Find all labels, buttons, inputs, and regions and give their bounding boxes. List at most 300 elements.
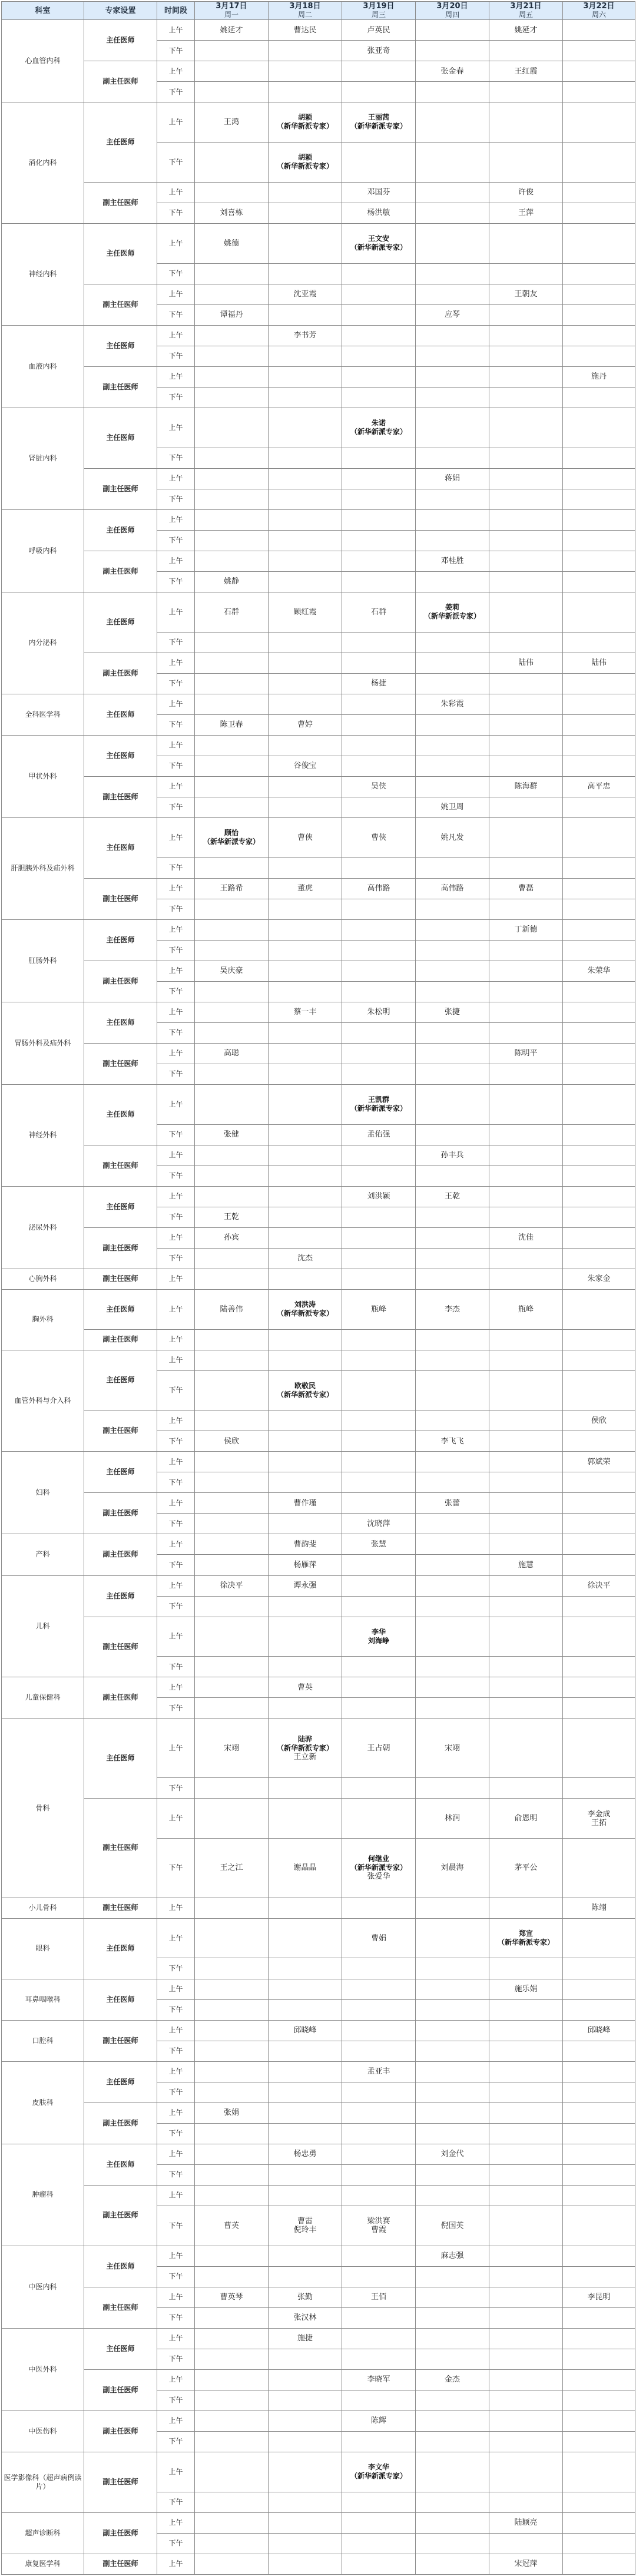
- schedule-cell: [416, 2102, 489, 2123]
- schedule-cell: [342, 961, 416, 981]
- time-period: 上午: [157, 592, 195, 632]
- schedule-cell: [342, 325, 416, 346]
- schedule-cell: [342, 940, 416, 961]
- time-period: 下午: [157, 1999, 195, 2020]
- schedule-cell: [489, 1677, 563, 1698]
- schedule-cell: [269, 61, 342, 82]
- doctor-name: 张慧: [370, 1539, 386, 1549]
- schedule-cell: [269, 1677, 342, 1698]
- schedule-cell: [489, 468, 563, 489]
- time-period: 下午: [157, 2041, 195, 2061]
- schedule-cell: [195, 1166, 269, 1186]
- schedule-cell: [489, 776, 563, 797]
- schedule-cell: [195, 20, 269, 41]
- schedule-cell: [416, 1472, 489, 1493]
- time-period: 上午: [157, 2061, 195, 2082]
- schedule-cell: [563, 797, 635, 817]
- schedule-cell: [563, 857, 635, 878]
- time-period: 下午: [157, 2206, 195, 2246]
- schedule-cell: [195, 1958, 269, 1979]
- schedule-cell: [416, 2020, 489, 2041]
- schedule-cell: [342, 468, 416, 489]
- schedule-cell: [489, 1186, 563, 1207]
- schedule-cell: [563, 1350, 635, 1370]
- schedule-cell: [342, 2328, 416, 2349]
- doctor-name: 茅平公: [514, 1863, 538, 1873]
- expert-level: 副主任医师: [84, 2287, 157, 2328]
- expert-tag: （新华新派专家）: [350, 1863, 407, 1872]
- schedule-cell: [195, 1064, 269, 1084]
- time-period: 上午: [157, 1575, 195, 1596]
- schedule-cell: [416, 1838, 489, 1898]
- doctor-name: 张勤: [297, 2293, 313, 2302]
- time-period: 上午: [157, 1084, 195, 1124]
- schedule-cell: [195, 2369, 269, 2390]
- schedule-cell: [563, 2246, 635, 2266]
- schedule-cell: [269, 2452, 342, 2492]
- schedule-cell: [269, 1186, 342, 1207]
- schedule-cell: [342, 2411, 416, 2431]
- schedule-cell: [269, 592, 342, 632]
- schedule-cell: [416, 1898, 489, 1918]
- expert-level: 副主任医师: [84, 2020, 157, 2061]
- expert-level: 主任医师: [84, 509, 157, 551]
- schedule-cell: [342, 304, 416, 325]
- schedule-cell: [416, 571, 489, 592]
- schedule-cell: [489, 325, 563, 346]
- schedule-cell: [489, 530, 563, 551]
- time-period: 上午: [157, 2411, 195, 2431]
- time-period: 上午: [157, 919, 195, 940]
- header-weekday: 周二: [297, 11, 312, 19]
- header-weekday: 周三: [371, 11, 386, 19]
- schedule-cell: [489, 1043, 563, 1064]
- schedule-cell: [489, 1698, 563, 1719]
- time-period: 上午: [157, 2246, 195, 2266]
- expert-level: 副主任医师: [84, 776, 157, 817]
- schedule-cell: [489, 20, 563, 41]
- schedule-cell: [563, 387, 635, 408]
- doctor-name: 施乐娟: [514, 1985, 538, 1994]
- schedule-cell: [563, 346, 635, 366]
- schedule-cell: [342, 2266, 416, 2287]
- header-weekday: 周四: [445, 11, 459, 19]
- time-period: 上午: [157, 1534, 195, 1555]
- schedule-cell: [269, 1145, 342, 1166]
- time-period: 上午: [157, 1350, 195, 1370]
- schedule-cell: [195, 1043, 269, 1064]
- doctor-name: 曹婷: [297, 720, 313, 730]
- doctor-name: 朱松明: [367, 1008, 390, 1017]
- schedule-cell: [489, 673, 563, 694]
- schedule-cell: [489, 1207, 563, 1227]
- schedule-row: [2, 61, 635, 82]
- time-period: 下午: [157, 142, 195, 182]
- schedule-cell: [563, 304, 635, 325]
- schedule-cell: [269, 899, 342, 919]
- schedule-cell: [489, 82, 563, 102]
- doctor-name: 侯欣: [591, 1416, 607, 1425]
- expert-level: 副主任医师: [84, 468, 157, 509]
- schedule-cell: [269, 1657, 342, 1677]
- schedule-cell: [563, 2206, 635, 2246]
- doctor-name: 王乾: [223, 1213, 239, 1222]
- schedule-cell: [489, 284, 563, 304]
- time-period: 上午: [157, 366, 195, 387]
- doctor-name: 陈翊: [591, 1903, 607, 1913]
- time-period: 上午: [157, 2185, 195, 2206]
- doctor-name: 梁洪赛: [367, 2217, 390, 2226]
- schedule-cell: [195, 1534, 269, 1555]
- schedule-cell: [342, 182, 416, 203]
- schedule-cell: [342, 61, 416, 82]
- department-name: 中医内科: [2, 2246, 84, 2328]
- schedule-cell: [489, 2266, 563, 2287]
- doctor-name: 施慧: [518, 1560, 534, 1570]
- department-name: 产科: [2, 1534, 84, 1575]
- time-period: 上午: [157, 61, 195, 82]
- schedule-cell: [416, 2554, 489, 2574]
- department-name: 康复医学科: [2, 2554, 84, 2574]
- schedule-cell: [269, 448, 342, 468]
- schedule-cell: [489, 1958, 563, 1979]
- schedule-cell: [416, 1719, 489, 1778]
- expert-tag: （新华新派专家）: [276, 1390, 333, 1399]
- schedule-cell: [342, 1350, 416, 1370]
- schedule-cell: [195, 530, 269, 551]
- doctor-name: 陆骅: [297, 1734, 312, 1743]
- department-name: 医学影像科（超声病例读片）: [2, 2452, 84, 2512]
- schedule-cell: [563, 509, 635, 530]
- schedule-cell: [416, 592, 489, 632]
- schedule-cell: [342, 797, 416, 817]
- time-period: 上午: [157, 878, 195, 899]
- time-period: 上午: [157, 182, 195, 203]
- schedule-cell: [195, 468, 269, 489]
- schedule-cell: [489, 2246, 563, 2266]
- schedule-row: [2, 2512, 635, 2533]
- time-period: 上午: [157, 694, 195, 714]
- time-period: 下午: [157, 346, 195, 366]
- schedule-cell: [269, 1289, 342, 1329]
- schedule-cell: [342, 1084, 416, 1124]
- schedule-cell: [489, 1410, 563, 1431]
- schedule-cell: [342, 2554, 416, 2574]
- doctor-name: 谭福丹: [220, 310, 243, 320]
- schedule-cell: [489, 1999, 563, 2020]
- doctor-name: 王乾: [444, 1192, 460, 1201]
- time-period: 上午: [157, 1493, 195, 1514]
- schedule-cell: [416, 981, 489, 1002]
- schedule-cell: [563, 102, 635, 143]
- schedule-row: [2, 1534, 635, 1555]
- schedule-cell: [416, 2369, 489, 2390]
- schedule-cell: [342, 20, 416, 41]
- time-period: 上午: [157, 509, 195, 530]
- schedule-cell: [195, 899, 269, 919]
- schedule-cell: [563, 2287, 635, 2307]
- schedule-table: [1, 1, 635, 2575]
- schedule-cell: [342, 1999, 416, 2020]
- doctor-name: 刘海峥: [367, 1636, 389, 1645]
- schedule-cell: [195, 1514, 269, 1534]
- schedule-cell: [342, 1514, 416, 1534]
- schedule-cell: [416, 82, 489, 102]
- schedule-row: [2, 1493, 635, 1514]
- expert-level: 副主任医师: [84, 1534, 157, 1575]
- schedule-cell: [563, 2492, 635, 2512]
- schedule-cell: [195, 1698, 269, 1719]
- doctor-name: 蒋娟: [444, 474, 460, 484]
- schedule-cell: [563, 1269, 635, 1289]
- time-period: 下午: [157, 1022, 195, 1043]
- schedule-cell: [269, 1493, 342, 1514]
- time-period: 下午: [157, 530, 195, 551]
- schedule-cell: [563, 1289, 635, 1329]
- header-row: [2, 2, 635, 20]
- doctor-name: 谷俊宝: [293, 761, 317, 771]
- schedule-cell: [489, 1166, 563, 1186]
- expert-level: 主任医师: [84, 817, 157, 878]
- time-period: 下午: [157, 2266, 195, 2287]
- header-day: [269, 2, 342, 20]
- schedule-cell: [195, 756, 269, 776]
- schedule-cell: [489, 592, 563, 632]
- schedule-cell: [269, 2328, 342, 2349]
- header-date: 3月22日: [583, 2, 615, 11]
- schedule-cell: [195, 284, 269, 304]
- schedule-cell: [563, 1555, 635, 1575]
- schedule-cell: [269, 325, 342, 346]
- time-period: 下午: [157, 1657, 195, 1677]
- schedule-cell: [342, 1431, 416, 1452]
- schedule-cell: [342, 1575, 416, 1596]
- time-period: 上午: [157, 223, 195, 263]
- schedule-cell: [416, 899, 489, 919]
- schedule-row: [2, 2144, 635, 2164]
- schedule-cell: [269, 2431, 342, 2452]
- schedule-cell: [342, 1898, 416, 1918]
- schedule-cell: [342, 263, 416, 284]
- schedule-cell: [563, 1698, 635, 1719]
- schedule-cell: [269, 304, 342, 325]
- schedule-cell: [342, 2246, 416, 2266]
- schedule-cell: [416, 1350, 489, 1370]
- time-period: 下午: [157, 981, 195, 1002]
- schedule-cell: [489, 1799, 563, 1839]
- time-period: 上午: [157, 1186, 195, 1207]
- schedule-cell: [416, 2287, 489, 2307]
- schedule-cell: [269, 1431, 342, 1452]
- schedule-cell: [195, 2123, 269, 2144]
- schedule-cell: [489, 1979, 563, 1999]
- schedule-row: [2, 1452, 635, 1472]
- schedule-cell: [416, 1248, 489, 1269]
- schedule-cell: [416, 1958, 489, 1979]
- schedule-cell: [489, 1838, 563, 1898]
- schedule-cell: [195, 1269, 269, 1289]
- schedule-cell: [489, 142, 563, 182]
- doctor-name: 欧敬民: [294, 1381, 316, 1390]
- schedule-cell: [416, 1064, 489, 1084]
- schedule-cell: [489, 2082, 563, 2102]
- schedule-cell: [195, 1677, 269, 1698]
- schedule-cell: [342, 2102, 416, 2123]
- schedule-cell: [563, 1329, 635, 1350]
- schedule-cell: [416, 1410, 489, 1431]
- time-period: 上午: [157, 2102, 195, 2123]
- schedule-cell: [342, 632, 416, 653]
- schedule-cell: [416, 325, 489, 346]
- schedule-cell: [416, 1370, 489, 1410]
- schedule-cell: [489, 1145, 563, 1166]
- department-name: 呼吸内科: [2, 509, 84, 592]
- schedule-cell: [489, 489, 563, 509]
- schedule-cell: [269, 632, 342, 653]
- schedule-cell: [416, 2123, 489, 2144]
- schedule-row: [2, 1227, 635, 1248]
- schedule-cell: [563, 1979, 635, 1999]
- schedule-cell: [416, 223, 489, 263]
- doctor-name: 杨洪敏: [367, 208, 390, 218]
- schedule-cell: [342, 1186, 416, 1207]
- schedule-cell: [342, 1838, 416, 1898]
- schedule-cell: [489, 940, 563, 961]
- schedule-cell: [269, 551, 342, 571]
- schedule-cell: [416, 1124, 489, 1145]
- schedule-cell: [342, 899, 416, 919]
- schedule-cell: [489, 2533, 563, 2554]
- doctor-name: 王佰: [370, 2293, 386, 2302]
- schedule-cell: [269, 919, 342, 940]
- doctor-name: 张蕾: [444, 1498, 460, 1508]
- schedule-cell: [195, 1207, 269, 1227]
- schedule-cell: [342, 1534, 416, 1555]
- schedule-cell: [269, 735, 342, 756]
- schedule-cell: [269, 2554, 342, 2574]
- schedule-cell: [269, 673, 342, 694]
- schedule-cell: [269, 2369, 342, 2390]
- schedule-cell: [342, 2452, 416, 2492]
- schedule-cell: [416, 1657, 489, 1677]
- header-date: 3月17日: [216, 2, 247, 11]
- time-period: 下午: [157, 1064, 195, 1084]
- schedule-cell: [563, 714, 635, 735]
- schedule-cell: [342, 509, 416, 530]
- schedule-cell: [342, 82, 416, 102]
- schedule-row: [2, 878, 635, 899]
- time-period: 下午: [157, 899, 195, 919]
- schedule-cell: [416, 2246, 489, 2266]
- time-period: 下午: [157, 82, 195, 102]
- doctor-name: 金杰: [444, 2375, 460, 2385]
- time-period: 下午: [157, 1555, 195, 1575]
- schedule-cell: [342, 346, 416, 366]
- schedule-cell: [269, 1999, 342, 2020]
- expert-level: 副主任医师: [84, 366, 157, 408]
- schedule-cell: [269, 142, 342, 182]
- schedule-cell: [563, 878, 635, 899]
- schedule-cell: [563, 1124, 635, 1145]
- schedule-cell: [416, 2533, 489, 2554]
- schedule-cell: [489, 878, 563, 899]
- schedule-cell: [563, 1227, 635, 1248]
- doctor-name: 朱荣华: [587, 966, 611, 976]
- doctor-name: 蔡一丰: [293, 1008, 317, 1017]
- doctor-name: 曹达民: [293, 25, 317, 35]
- schedule-cell: [195, 489, 269, 509]
- schedule-cell: [563, 2349, 635, 2369]
- department-name: 神经外科: [2, 1084, 84, 1186]
- doctor-name: 吴侠: [370, 782, 386, 792]
- schedule-cell: [489, 1431, 563, 1452]
- schedule-row: [2, 1898, 635, 1918]
- schedule-row: [2, 1145, 635, 1166]
- time-period: 下午: [157, 1370, 195, 1410]
- time-period: 下午: [157, 1124, 195, 1145]
- schedule-cell: [342, 1269, 416, 1289]
- schedule-cell: [269, 468, 342, 489]
- doctor-name: 宋翊: [444, 1743, 460, 1753]
- time-period: 上午: [157, 1617, 195, 1657]
- schedule-cell: [195, 1555, 269, 1575]
- schedule-cell: [489, 2164, 563, 2185]
- department-name: 心血管内科: [2, 20, 84, 102]
- schedule-cell: [563, 1410, 635, 1431]
- schedule-cell: [342, 1778, 416, 1799]
- schedule-cell: [416, 61, 489, 82]
- schedule-cell: [489, 899, 563, 919]
- schedule-cell: [195, 571, 269, 592]
- schedule-cell: [489, 2411, 563, 2431]
- schedule-cell: [342, 489, 416, 509]
- schedule-cell: [269, 1227, 342, 1248]
- schedule-cell: [416, 1289, 489, 1329]
- schedule-cell: [416, 366, 489, 387]
- schedule-cell: [563, 82, 635, 102]
- expert-level: 主任医师: [84, 919, 157, 961]
- doctor-name: 王凯群: [367, 1095, 389, 1104]
- schedule-cell: [563, 2041, 635, 2061]
- time-period: 下午: [157, 1207, 195, 1227]
- schedule-cell: [489, 2369, 563, 2390]
- time-period: 下午: [157, 489, 195, 509]
- schedule-cell: [195, 1370, 269, 1410]
- schedule-cell: [269, 2512, 342, 2533]
- time-period: 上午: [157, 817, 195, 857]
- schedule-cell: [342, 142, 416, 182]
- schedule-cell: [489, 919, 563, 940]
- doctor-name: 吴庆豪: [220, 966, 243, 976]
- schedule-cell: [489, 1452, 563, 1472]
- schedule-cell: [416, 694, 489, 714]
- schedule-cell: [342, 223, 416, 263]
- schedule-cell: [563, 1043, 635, 1064]
- schedule-row: [2, 223, 635, 263]
- schedule-row: [2, 182, 635, 203]
- header-weekday: 周六: [591, 11, 606, 19]
- schedule-cell: [195, 2082, 269, 2102]
- schedule-cell: [269, 1575, 342, 1596]
- schedule-cell: [563, 1719, 635, 1778]
- schedule-cell: [342, 2082, 416, 2102]
- time-period: 上午: [157, 1979, 195, 1999]
- expert-level: 主任医师: [84, 1979, 157, 2020]
- schedule-cell: [416, 776, 489, 797]
- schedule-cell: [489, 2307, 563, 2328]
- schedule-cell: [342, 2349, 416, 2369]
- schedule-cell: [269, 1472, 342, 1493]
